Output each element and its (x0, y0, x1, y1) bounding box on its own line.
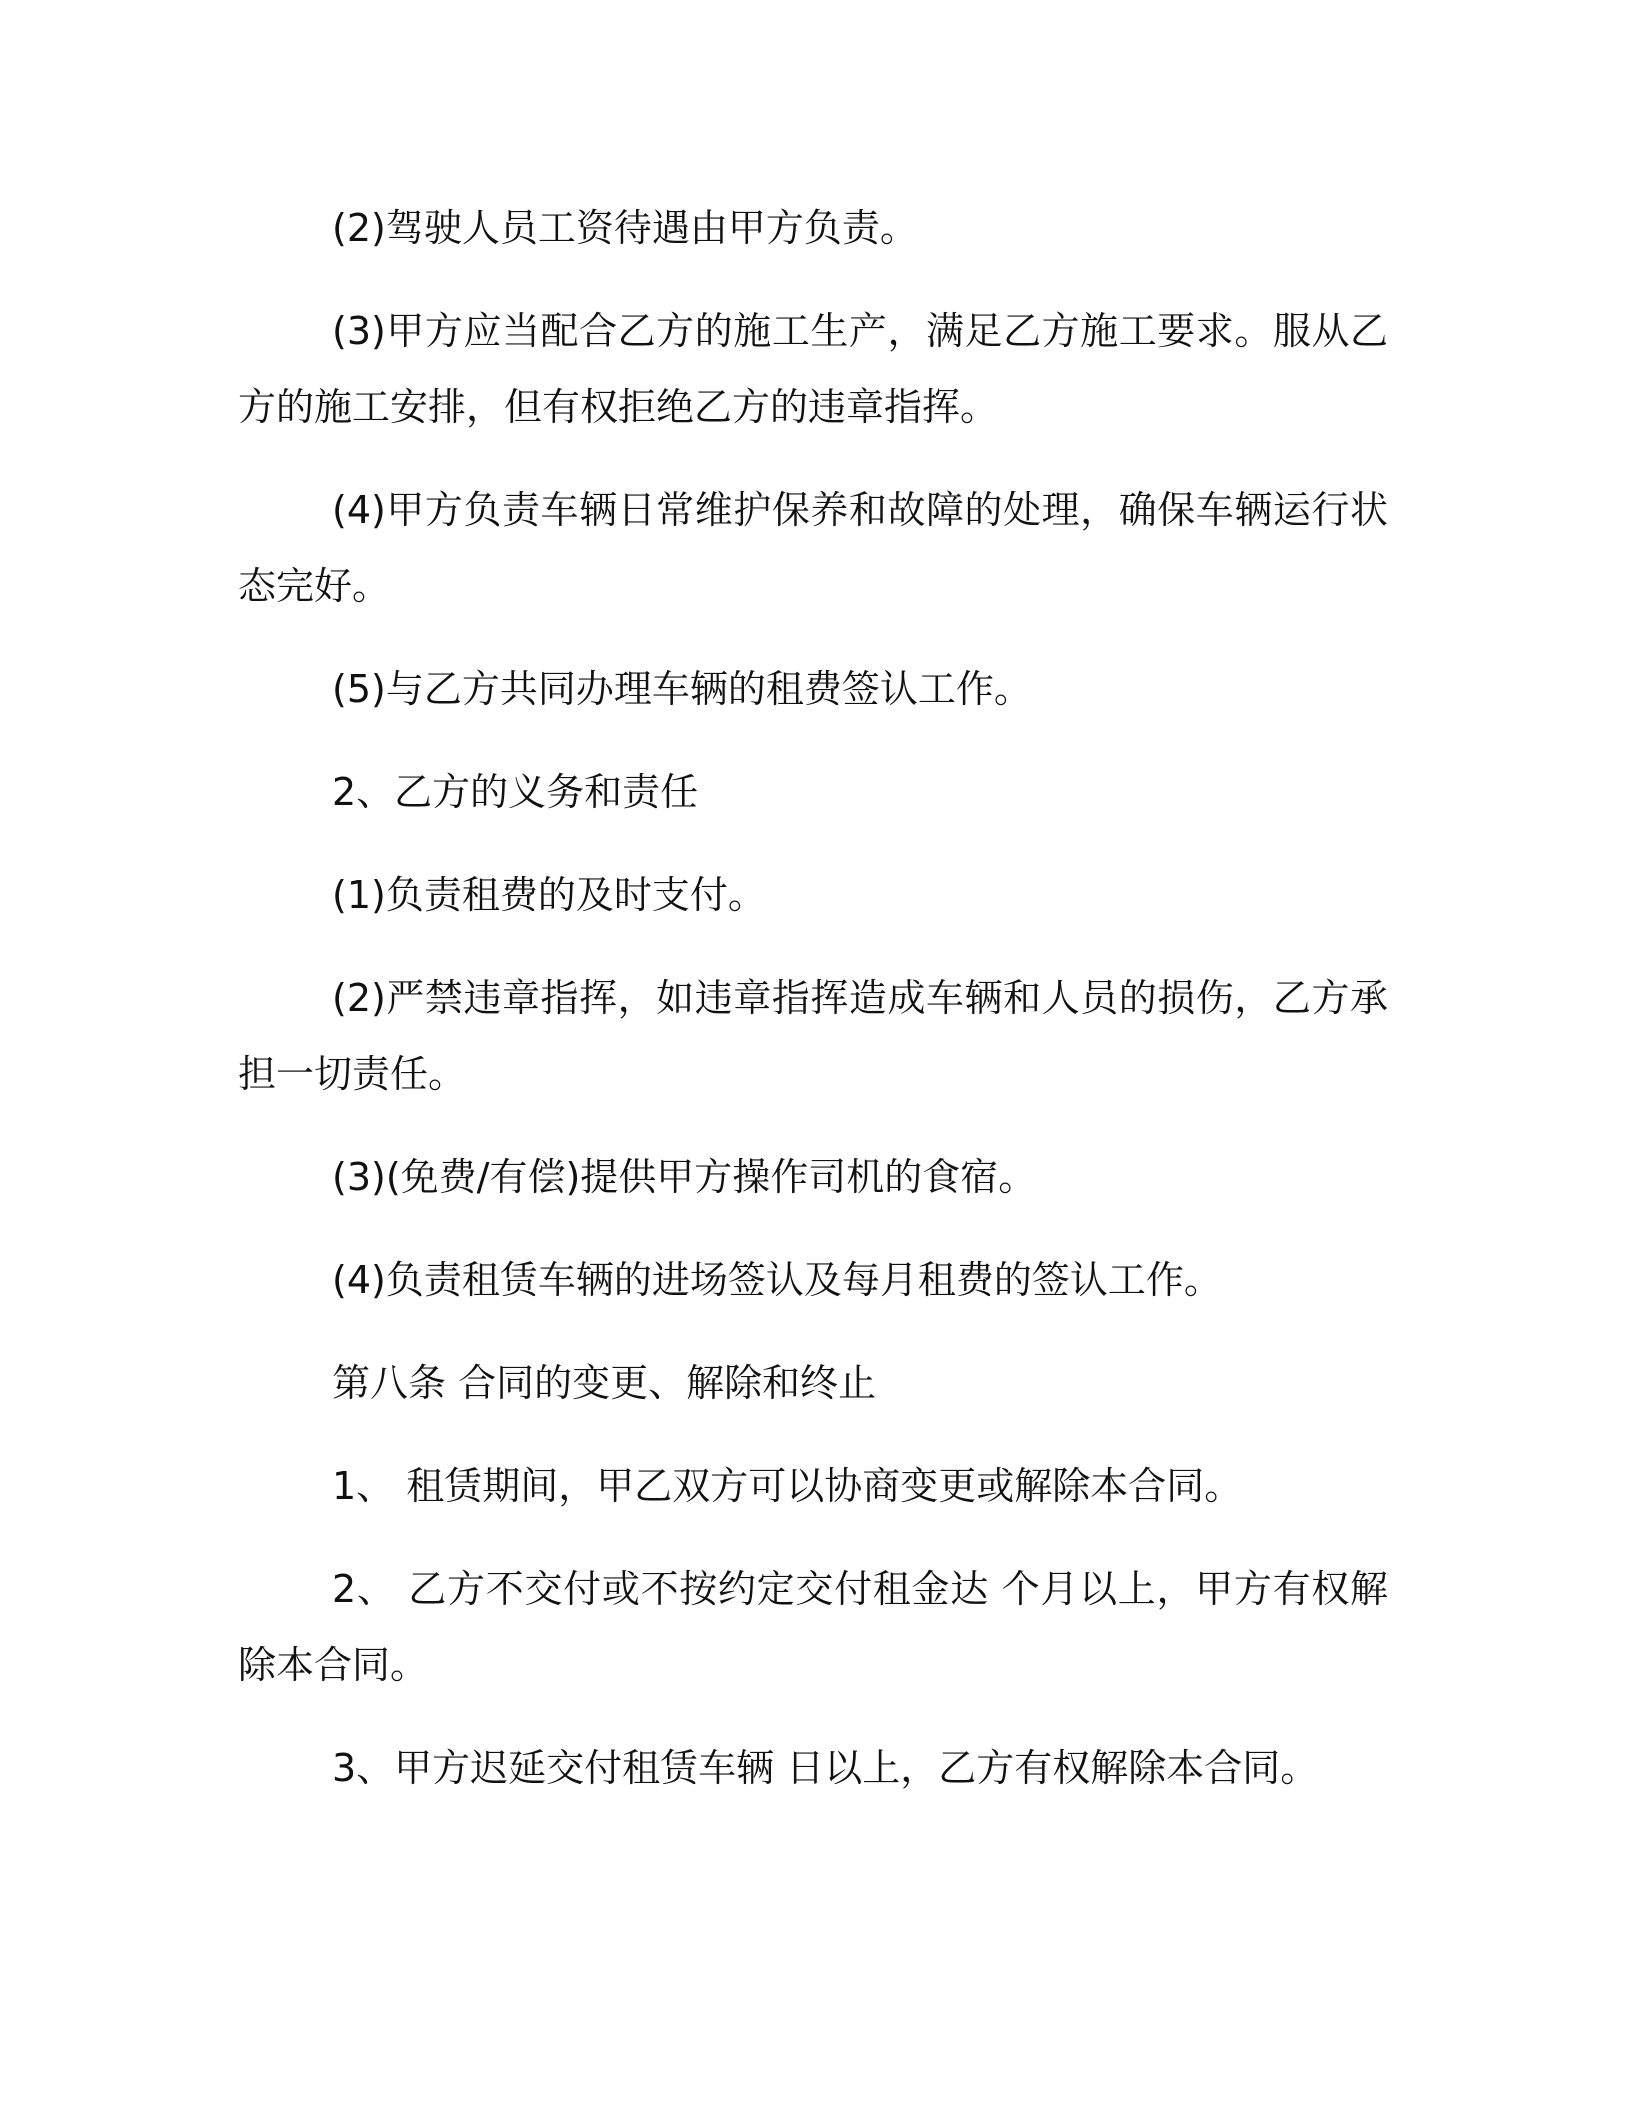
paragraph-party-b-terminate: 3、甲方迟延交付租赁车辆 日以上，乙方有权解除本合同。 (332, 1746, 1319, 1790)
paragraph-negotiate-change: 1、 租赁期间，甲乙双方可以协商变更或解除本合同。 (332, 1464, 1243, 1508)
section-heading-party-b-duties: 2、乙方的义务和责任 (332, 770, 699, 814)
paragraph-timely-payment: (1)负责租费的及时支付。 (332, 873, 766, 917)
document-body (238, 190, 1388, 1833)
paragraph-fee-confirmation: (5)与乙方共同办理车辆的租费签认工作。 (332, 667, 1032, 711)
article-heading-eight: 第八条 合同的变更、解除和终止 (332, 1361, 877, 1405)
paragraph-vehicle-maintenance: (4)甲方负责车辆日常维护保养和故障的处理，确保车辆运行状态完好。 (238, 488, 1388, 608)
paragraph-driver-wages: (2)驾驶人员工资待遇由甲方负责。 (332, 206, 918, 250)
paragraph-driver-board-lodging: (3)(免费/有偿)提供甲方操作司机的食宿。 (332, 1155, 1037, 1199)
paragraph-cooperate-construction: (3)甲方应当配合乙方的施工生产，满足乙方施工要求。服从乙方的施工安排，但有权拒绝乙方的违章指挥。 (238, 309, 1388, 429)
paragraph-party-a-terminate: 2、 乙方不交付或不按约定交付租金达 个月以上，甲方有权解除本合同。 (238, 1567, 1388, 1687)
paragraph-entry-confirmation: (4)负责租赁车辆的进场签认及每月租费的签认工作。 (332, 1258, 1222, 1302)
paragraph-no-illegal-command: (2)严禁违章指挥，如违章指挥造成车辆和人员的损伤，乙方承担一切责任。 (238, 976, 1388, 1096)
